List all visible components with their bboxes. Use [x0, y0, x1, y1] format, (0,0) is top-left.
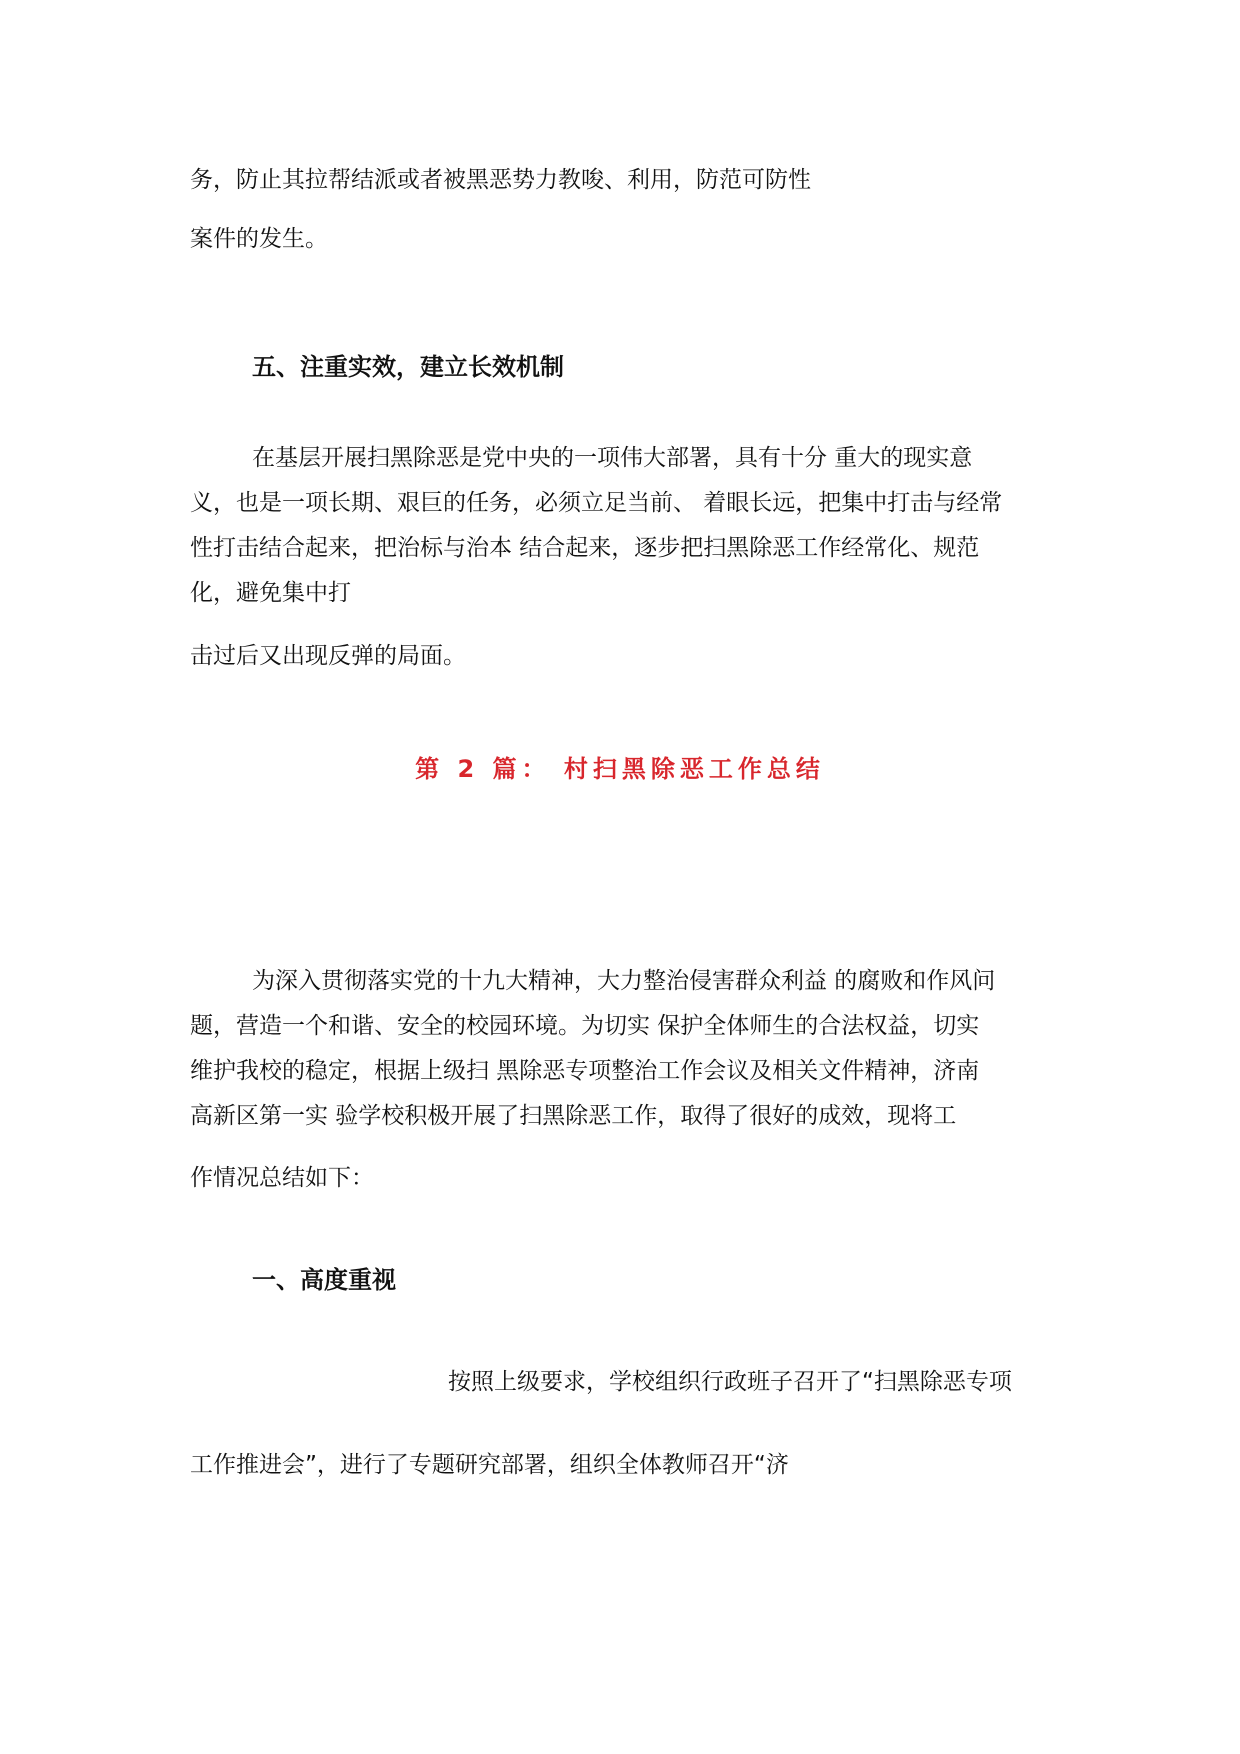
section-heading: 五、注重实效，建立长效机制 — [252, 353, 564, 381]
body-text-line: 维护我校的稳定，根据上级扫 黑除恶专项整治工作会议及相关文件精神，济南 — [190, 1058, 980, 1084]
body-text-line: 案件的发生。 — [190, 226, 328, 252]
body-text-line: 按照上级要求，学校组织行政班子召开了“扫黑除恶专项 — [448, 1369, 1012, 1395]
body-text-line: 为深入贯彻落实党的十九大精神，大力整治侵害群众利益 的腐败和作风问 — [252, 968, 996, 994]
body-text-line: 题，营造一个和谐、安全的校园环境。为切实 保护全体师生的合法权益，切实 — [190, 1013, 980, 1039]
body-text-line: 工作推进会”，进行了专题研究部署，组织全体教师召开“济 — [190, 1452, 789, 1478]
body-text-line: 击过后又出现反弹的局面。 — [190, 643, 466, 669]
section-heading: 一、高度重视 — [252, 1266, 396, 1294]
body-text-line: 性打击结合起来，把治标与治本 结合起来，逐步把扫黑除恶工作经常化、规范 — [190, 535, 980, 561]
body-text-line: 作情况总结如下： — [190, 1165, 374, 1191]
body-text-line: 高新区第一实 验学校积极开展了扫黑除恶工作，取得了很好的成效，现将工 — [190, 1103, 957, 1129]
body-text-line: 务，防止其拉帮结派或者被黑恶势力教唆、利用，防范可防性 — [190, 167, 811, 193]
body-text-line: 在基层开展扫黑除恶是党中央的一项伟大部署，具有十分 重大的现实意 — [252, 445, 973, 471]
body-text-line: 义，也是一项长期、艰巨的任务，必须立足当前、 着眼长远，把集中打击与经常 — [190, 490, 1003, 516]
article-title: 第 2 篇： 村扫黑除恶工作总结 — [415, 755, 825, 783]
body-text-line: 化，避免集中打 — [190, 580, 351, 606]
